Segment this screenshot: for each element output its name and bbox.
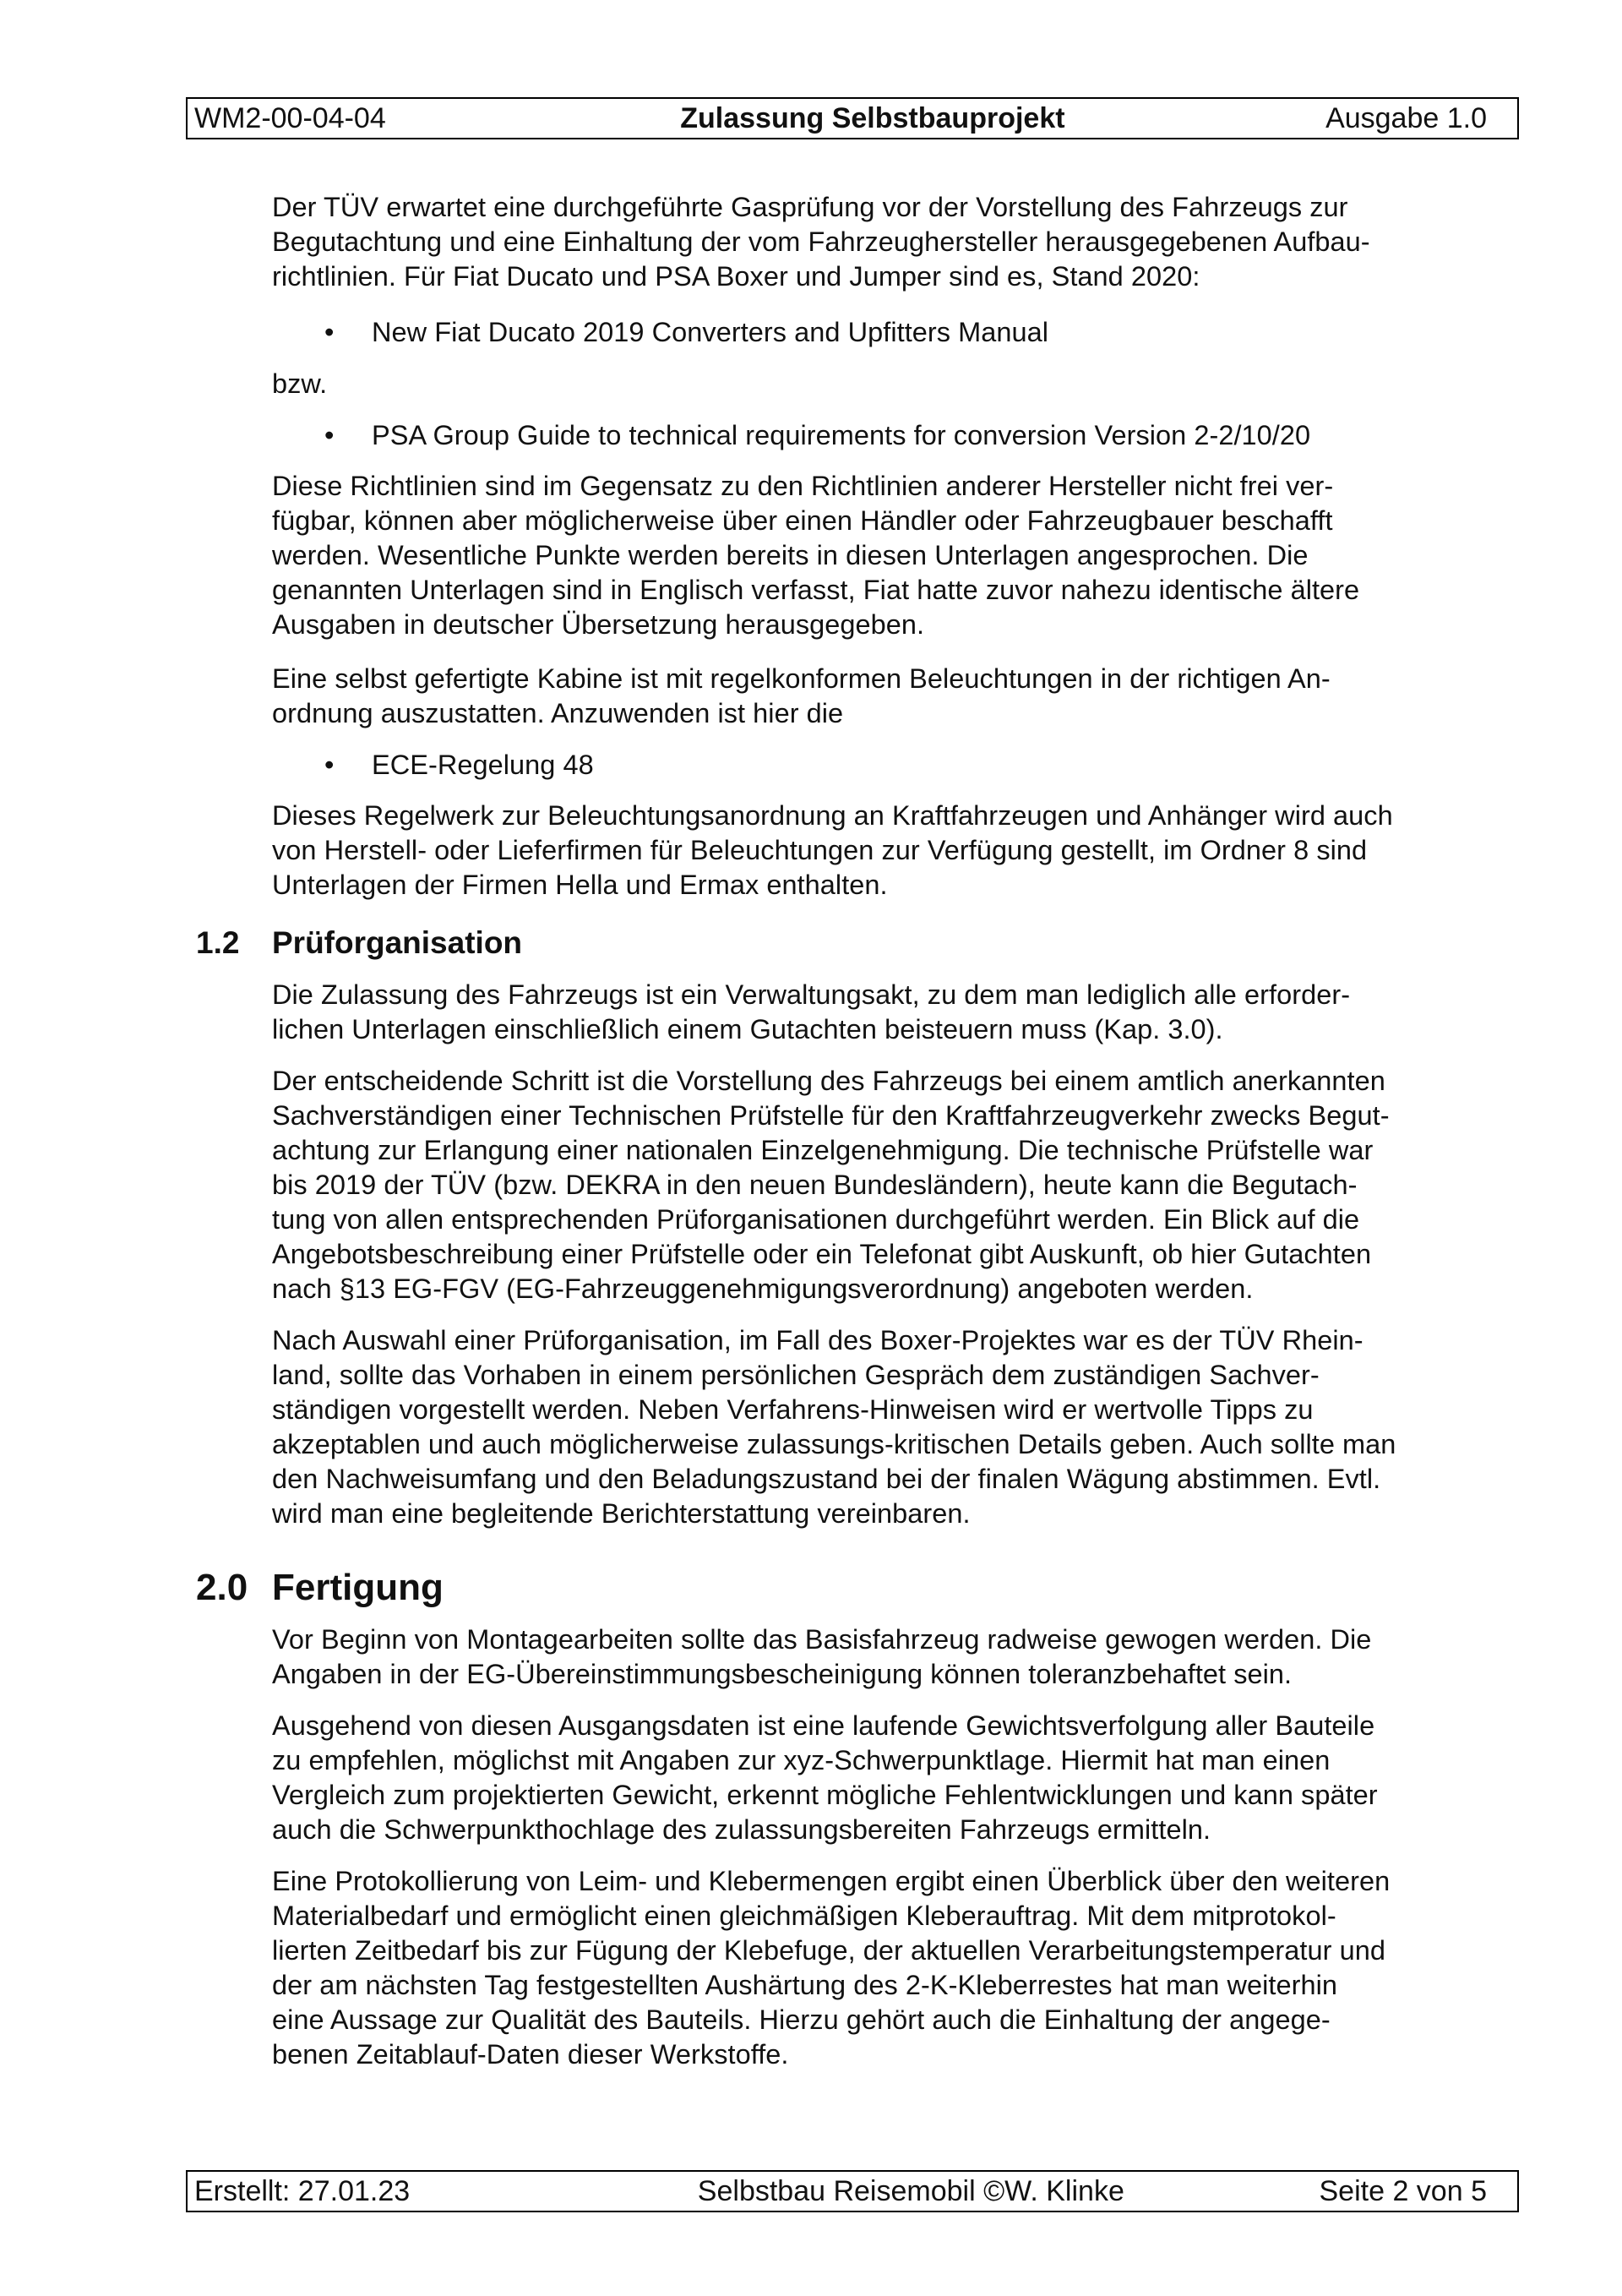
section-1-2-paragraph-3: Nach Auswahl einer Prüforganisation, im Fall des Boxer-Projektes war es der TÜV Rhein- land, sollte das Vorhaben in einem persönlichen Gespräch dem zuständigen Sachver- ständigen vorgestellt werden. Neben Verfahrens-Hinweisen wird er wertvolle Tipps zu akzeptablen und auch möglicherweise zulassungs-kritischen Details geben. Auch sollte man den Nachweisumfang und den Beladungszustand bei der finalen Wägung abstimmen. Evtl. wird man eine begleitende Berichterstattung vereinbaren. (272, 1325, 1396, 1529)
bullet-item: • ECE-Regelung 48 (272, 748, 1514, 783)
intro-paragraph-4: Dieses Regelwerk zur Beleuchtungsanordnung an Kraftfahrzeugen und Anhänger wird auch von Herstell- oder Lieferfirmen für Beleuchtungen zur Verfügung gestellt, im Ordner 8 sind Unterlagen der Firmen Hella und Ermax enthalten. (272, 800, 1393, 900)
intro-paragraph-2: Diese Richtlinien sind im Gegensatz zu den Richtlinien anderer Hersteller nicht frei ver- fügbar, können aber möglicherweise über einen Händler oder Fahrzeugbauer beschafft werden. Wesentliche Punkte werden bereits in diesen Unterlagen angesprochen. Die genannten Unterlagen sind in Englisch verfasst, Fiat hatte zuvor nahezu identische ältere Ausgaben in deutscher Übersetzung herausgegeben. (272, 471, 1360, 640)
section-heading-2-0: 2.0 Fertigung (196, 1567, 444, 1608)
section-2-0-paragraph-2: Ausgehend von diesen Ausgangsdaten ist eine laufende Gewichtsverfolgung aller Bauteile zu empfehlen, möglichst mit Angaben zur xyz-Schwerpunktlage. Hiermit hat man einen Vergleich zum projektierten Gewicht, erkennt mögliche Fehlentwicklungen und kann später auch die Schwerpunkthochlage des zulassungsbereiten Fahrzeugs ermitteln. (272, 1710, 1378, 1845)
bullet-icon: • (324, 750, 335, 780)
section-heading-1-2: 1.2 Prüforganisation (196, 925, 523, 960)
bzw-text: bzw. (272, 368, 328, 399)
bullet-icon: • (324, 420, 335, 450)
section-1-2-paragraph-1: Die Zulassung des Fahrzeugs ist ein Verwaltungsakt, zu dem man lediglich alle erforder- lichen Unterlagen einschließlich einem Gutachten beisteuern muss (Kap. 3.0). (272, 979, 1351, 1044)
page-header (186, 97, 1519, 139)
bullet-item: • New Fiat Ducato 2019 Converters and Upfitters Manual (272, 315, 1514, 350)
footer-created-date: Erstellt: 27.01.23 (194, 2174, 411, 2207)
section-1-2-paragraph-2: Der entscheidende Schritt ist die Vorstellung des Fahrzeugs bei einem amtlich anerkannten Sachverständigen einer Technischen Prüfstelle für den Kraftfahrzeugverkehr zwecks Begut- achtung zur Erlangung einer nationalen Einzelgenehmigung. Die technische Prüfstelle war bis 2019 der TÜV (bzw. DEKRA in den neuen Bundesländern), heute kann die Begutach- tung von allen entsprechenden Prüforganisationen durchgeführt werden. Ein Blick auf die Angebotsbeschreibung einer Prüfstelle oder ein Telefonat gibt Auskunft, ob hier Gutachten nach §13 EG-FGV (EG-Fahrzeuggenehmigungsverordnung) angeboten werden. (272, 1066, 1390, 1304)
intro-paragraph-3: Eine selbst gefertigte Kabine ist mit regelkonformen Beleuchtungen in der richtigen An- ordnung auszustatten. Anzuwenden ist hier die (272, 663, 1331, 728)
bullet-icon: • (324, 317, 335, 347)
section-2-0-paragraph-1: Vor Beginn von Montagearbeiten sollte das Basisfahrzeug radweise gewogen werden. Die Angaben in der EG-Übereinstimmungsbescheinigung können toleranzbehaftet sein. (272, 1624, 1372, 1689)
page-footer (186, 2170, 1519, 2212)
bullet-item: • PSA Group Guide to technical requirements for conversion Version 2-2/10/20 (272, 418, 1514, 453)
doc-id: WM2-00-04-04 (194, 101, 386, 134)
intro-paragraph-1: Der TÜV erwartet eine durchgeführte Gasprüfung vor der Vorstellung des Fahrzeugs zur Begutachtung und eine Einhaltung der vom Fahrzeughersteller herausgegebenen Aufbau- richtlinien. Für Fiat Ducato und PSA Boxer und Jumper sind es, Stand 2020: (272, 192, 1370, 292)
footer-page-number: Seite 2 von 5 (1319, 2174, 1487, 2207)
doc-title: Zulassung Selbstbauprojekt (680, 101, 1065, 134)
doc-edition: Ausgabe 1.0 (1325, 101, 1487, 134)
footer-author: Selbstbau Reisemobil ©W. Klinke (697, 2174, 1124, 2207)
section-2-0-paragraph-3: Eine Protokollierung von Leim- und Klebermengen ergibt einen Überblick über den weiteren Materialbedarf und ermöglicht einen gleichmäßigen Kleberauftrag. Mit dem mitprotokol- lierten Zeitbedarf bis zur Fügung der Klebefuge, der aktuellen Verarbeitungstemperatur und der am nächsten Tag festgestellten Aushärtung des 2-K-Kleberrestes hat man weiterhin eine Aussage zur Qualität des Bauteils. Hierzu gehört auch die Einhaltung der angege- benen Zeitablauf-Daten dieser Werkstoffe. (272, 1866, 1391, 2070)
